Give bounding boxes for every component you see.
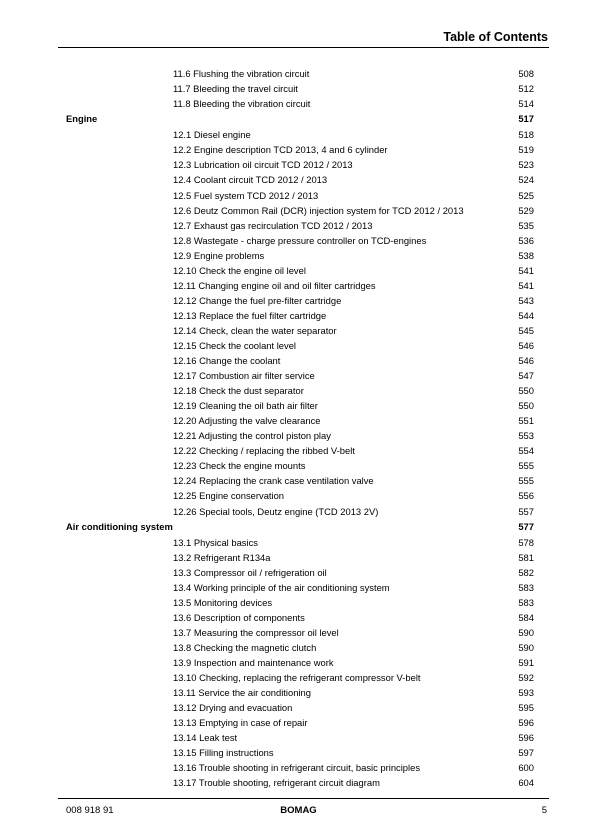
toc-entry-title: 12.10 Check the engine oil level (173, 264, 306, 276)
toc-entry-title: 12.19 Cleaning the oil bath air filter (173, 400, 318, 412)
toc-entry-row[interactable] (0, 398, 597, 413)
toc-entry-row[interactable] (0, 504, 597, 519)
toc-page-number: 554 (518, 445, 534, 457)
toc-entry-row[interactable] (0, 142, 597, 157)
toc-section-row[interactable] (0, 111, 597, 127)
toc-page-number: 523 (518, 159, 534, 171)
toc-entry-title: 11.8 Bleeding the vibration circuit (173, 98, 311, 110)
toc-entry-title: 12.12 Change the fuel pre-filter cartridge (173, 294, 342, 306)
toc-page-number: 508 (518, 68, 534, 79)
toc-page-number: 550 (518, 400, 534, 412)
toc-entry-title: 12.20 Adjusting the valve clearance (173, 415, 321, 427)
toc-entry-row[interactable] (0, 308, 597, 323)
toc-entry-row[interactable] (0, 203, 597, 218)
footer-page-number: 5 (541, 805, 547, 816)
footer-doc-number: 008 918 91 (66, 805, 114, 816)
toc-entry-title: 12.16 Change the coolant (173, 355, 281, 367)
toc-entry-row[interactable] (0, 580, 597, 595)
toc-entry-title: 12.13 Replace the fuel filter cartridge (173, 309, 327, 321)
toc-section-row[interactable] (0, 519, 597, 535)
toc-page-number: 581 (518, 551, 534, 563)
toc-entry-title: 13.1 Physical basics (173, 536, 258, 548)
footer-rule (58, 798, 549, 799)
toc-entry-row[interactable] (0, 443, 597, 458)
toc-entry-title: 12.4 Coolant circuit TCD 2012 / 2013 (173, 174, 328, 186)
toc-entry-title: 13.7 Measuring the compressor oil level (173, 627, 339, 639)
toc-page-number: 556 (518, 490, 534, 502)
toc-section-title: Engine (66, 113, 98, 125)
toc-entry-title: 12.2 Engine description TCD 2013, 4 and 6 cylinder (173, 144, 388, 156)
toc-page-number: 519 (518, 144, 534, 156)
toc-page-number: 583 (518, 596, 534, 608)
toc-entry-row[interactable] (0, 458, 597, 473)
toc-page-number: 524 (518, 174, 534, 186)
toc-page-number: 590 (518, 642, 534, 654)
toc-page-number: 590 (518, 627, 534, 639)
toc-entry-title: 12.18 Check the dust separator (173, 385, 304, 397)
toc-page-number: 555 (518, 475, 534, 487)
toc-page-number: 525 (518, 189, 534, 201)
toc-page-number: 596 (518, 717, 534, 729)
toc-page-number: 583 (518, 581, 534, 593)
toc-page-number: 551 (518, 415, 534, 427)
toc-entry-title: 13.4 Working principle of the air conditioning system (173, 581, 390, 593)
toc-entry-row[interactable] (0, 157, 597, 172)
toc-entry-row[interactable] (0, 188, 597, 203)
toc-entry-title: 12.26 Special tools, Deutz engine (TCD 2013 2V) (173, 505, 379, 517)
toc-entry-title: 12.1 Diesel engine (173, 129, 251, 141)
toc-page-number: 582 (518, 566, 534, 578)
footer-brand: BOMAG (280, 805, 317, 816)
toc-entry-row[interactable] (0, 66, 597, 81)
toc-entry-title: 13.5 Monitoring devices (173, 596, 273, 608)
toc-entry-row[interactable] (0, 488, 597, 503)
toc-entry-title: 12.7 Exhaust gas recirculation TCD 2012 / 2013 (173, 219, 373, 231)
toc-entry-title: 13.14 Leak test (173, 732, 238, 744)
toc-entry-row[interactable] (0, 760, 597, 775)
toc-entry-title: 12.6 Deutz Common Rail (DCR) injection system for TCD 2012 / 2013 (173, 204, 464, 216)
toc-entry-title: 13.17 Trouble shooting, refrigerant circuit diagram (173, 777, 380, 789)
toc-entry-title: 12.3 Lubrication oil circuit TCD 2012 / 2013 (173, 159, 353, 171)
toc-entry-title: 11.6 Flushing the vibration circuit (173, 68, 310, 79)
toc-entry-title: 13.6 Description of components (173, 611, 305, 623)
toc-page-number: 538 (518, 249, 534, 261)
toc-entry-title: 12.9 Engine problems (173, 249, 265, 261)
toc-entry-row[interactable] (0, 248, 597, 263)
toc-entry-row[interactable] (0, 700, 597, 715)
toc-entry-row[interactable] (0, 428, 597, 443)
toc-page-number: 512 (518, 83, 534, 95)
toc-entry-title: 13.13 Emptying in case of repair (173, 717, 308, 729)
toc-entry-title: 13.11 Service the air conditioning (173, 687, 311, 699)
toc-page-number: 529 (518, 204, 534, 216)
toc-page-number: 517 (518, 113, 534, 125)
toc-page-number: 535 (518, 219, 534, 231)
toc-entry-title: 12.14 Check, clean the water separator (173, 324, 337, 336)
toc-entry-row[interactable] (0, 670, 597, 685)
toc-page-number: 593 (518, 687, 534, 699)
toc-entry-row[interactable] (0, 550, 597, 565)
toc-page-number: 541 (518, 279, 534, 291)
toc-entry-title: 13.15 Filling instructions (173, 747, 274, 759)
toc-entry-row[interactable] (0, 81, 597, 96)
toc-entry-row[interactable] (0, 730, 597, 745)
toc-page-number: 596 (518, 732, 534, 744)
toc-entry-title: 13.10 Checking, replacing the refrigerant compressor V-belt (173, 672, 421, 684)
toc-page-number: 553 (518, 430, 534, 442)
toc-entry-row[interactable] (0, 473, 597, 488)
toc-entry-row[interactable] (0, 565, 597, 580)
toc-entry-row[interactable] (0, 625, 597, 640)
toc-entry-row[interactable] (0, 278, 597, 293)
toc-page-number: 541 (518, 264, 534, 276)
toc-entry-title: 12.15 Check the coolant level (173, 339, 296, 351)
toc-page-number: 604 (518, 777, 534, 789)
table-of-contents (0, 66, 597, 791)
toc-page-number: 518 (518, 129, 534, 141)
toc-entry-row[interactable] (0, 96, 597, 111)
header-rule (58, 47, 549, 48)
toc-entry-row[interactable] (0, 413, 597, 428)
toc-page-number: 577 (518, 520, 534, 532)
toc-entry-row[interactable] (0, 685, 597, 700)
toc-page-number: 543 (518, 294, 534, 306)
toc-entry-row[interactable] (0, 323, 597, 338)
toc-page-number: 597 (518, 747, 534, 759)
toc-section-title: Air conditioning system (66, 520, 173, 532)
toc-entry-title: 12.25 Engine conservation (173, 490, 285, 502)
toc-page-number: 600 (518, 762, 534, 774)
toc-page-number: 557 (518, 505, 534, 517)
toc-entry-row[interactable] (0, 368, 597, 383)
toc-entry-title: 12.22 Checking / replacing the ribbed V-belt (173, 445, 355, 457)
toc-entry-row[interactable] (0, 775, 597, 790)
toc-page-number: 514 (518, 98, 534, 110)
toc-entry-row[interactable] (0, 127, 597, 142)
toc-entry-row[interactable] (0, 383, 597, 398)
toc-entry-row[interactable] (0, 610, 597, 625)
toc-page-number: 545 (518, 324, 534, 336)
toc-page-number: 592 (518, 672, 534, 684)
toc-entry-row[interactable] (0, 535, 597, 550)
toc-page-number: 584 (518, 611, 534, 623)
toc-page-number: 595 (518, 702, 534, 714)
toc-entry-row[interactable] (0, 595, 597, 610)
toc-page-number: 544 (518, 309, 534, 321)
toc-page-number: 550 (518, 385, 534, 397)
toc-entry-title: 13.9 Inspection and maintenance work (173, 657, 334, 669)
toc-entry-row[interactable] (0, 338, 597, 353)
toc-entry-row[interactable] (0, 715, 597, 730)
toc-page-number: 555 (518, 460, 534, 472)
toc-entry-title: 13.3 Compressor oil / refrigeration oil (173, 566, 327, 578)
toc-entry-row[interactable] (0, 172, 597, 187)
toc-page-number: 578 (518, 536, 534, 548)
toc-page-number: 546 (518, 339, 534, 351)
toc-entry-title: 13.12 Drying and evacuation (173, 702, 293, 714)
toc-entry-title: 13.2 Refrigerant R134a (173, 551, 271, 563)
toc-entry-title: 13.16 Trouble shooting in refrigerant circuit, basic principles (173, 762, 421, 774)
page-header-title: Table of Contents (443, 30, 548, 44)
toc-entry-row[interactable] (0, 745, 597, 760)
toc-entry-row[interactable] (0, 353, 597, 368)
toc-entry-title: 12.21 Adjusting the control piston play (173, 430, 331, 442)
toc-entry-row[interactable] (0, 293, 597, 308)
toc-entry-title: 12.8 Wastegate - charge pressure controller on TCD-engines (173, 234, 427, 246)
toc-page-number: 547 (518, 370, 534, 382)
toc-entry-title: 12.5 Fuel system TCD 2012 / 2013 (173, 189, 319, 201)
toc-entry-row[interactable] (0, 655, 597, 670)
toc-page-number: 546 (518, 355, 534, 367)
toc-page-number: 536 (518, 234, 534, 246)
toc-entry-row[interactable] (0, 263, 597, 278)
toc-entry-title: 12.11 Changing engine oil and oil filter cartridges (173, 279, 376, 291)
toc-entry-row[interactable] (0, 218, 597, 233)
toc-entry-title: 12.23 Check the engine mounts (173, 460, 306, 472)
toc-entry-title: 12.17 Combustion air filter service (173, 370, 315, 382)
toc-entry-title: 13.8 Checking the magnetic clutch (173, 642, 317, 654)
toc-entry-row[interactable] (0, 640, 597, 655)
toc-entry-row[interactable] (0, 233, 597, 248)
toc-entry-title: 11.7 Bleeding the travel circuit (173, 83, 298, 95)
toc-page-number: 591 (518, 657, 534, 669)
toc-entry-title: 12.24 Replacing the crank case ventilation valve (173, 475, 374, 487)
